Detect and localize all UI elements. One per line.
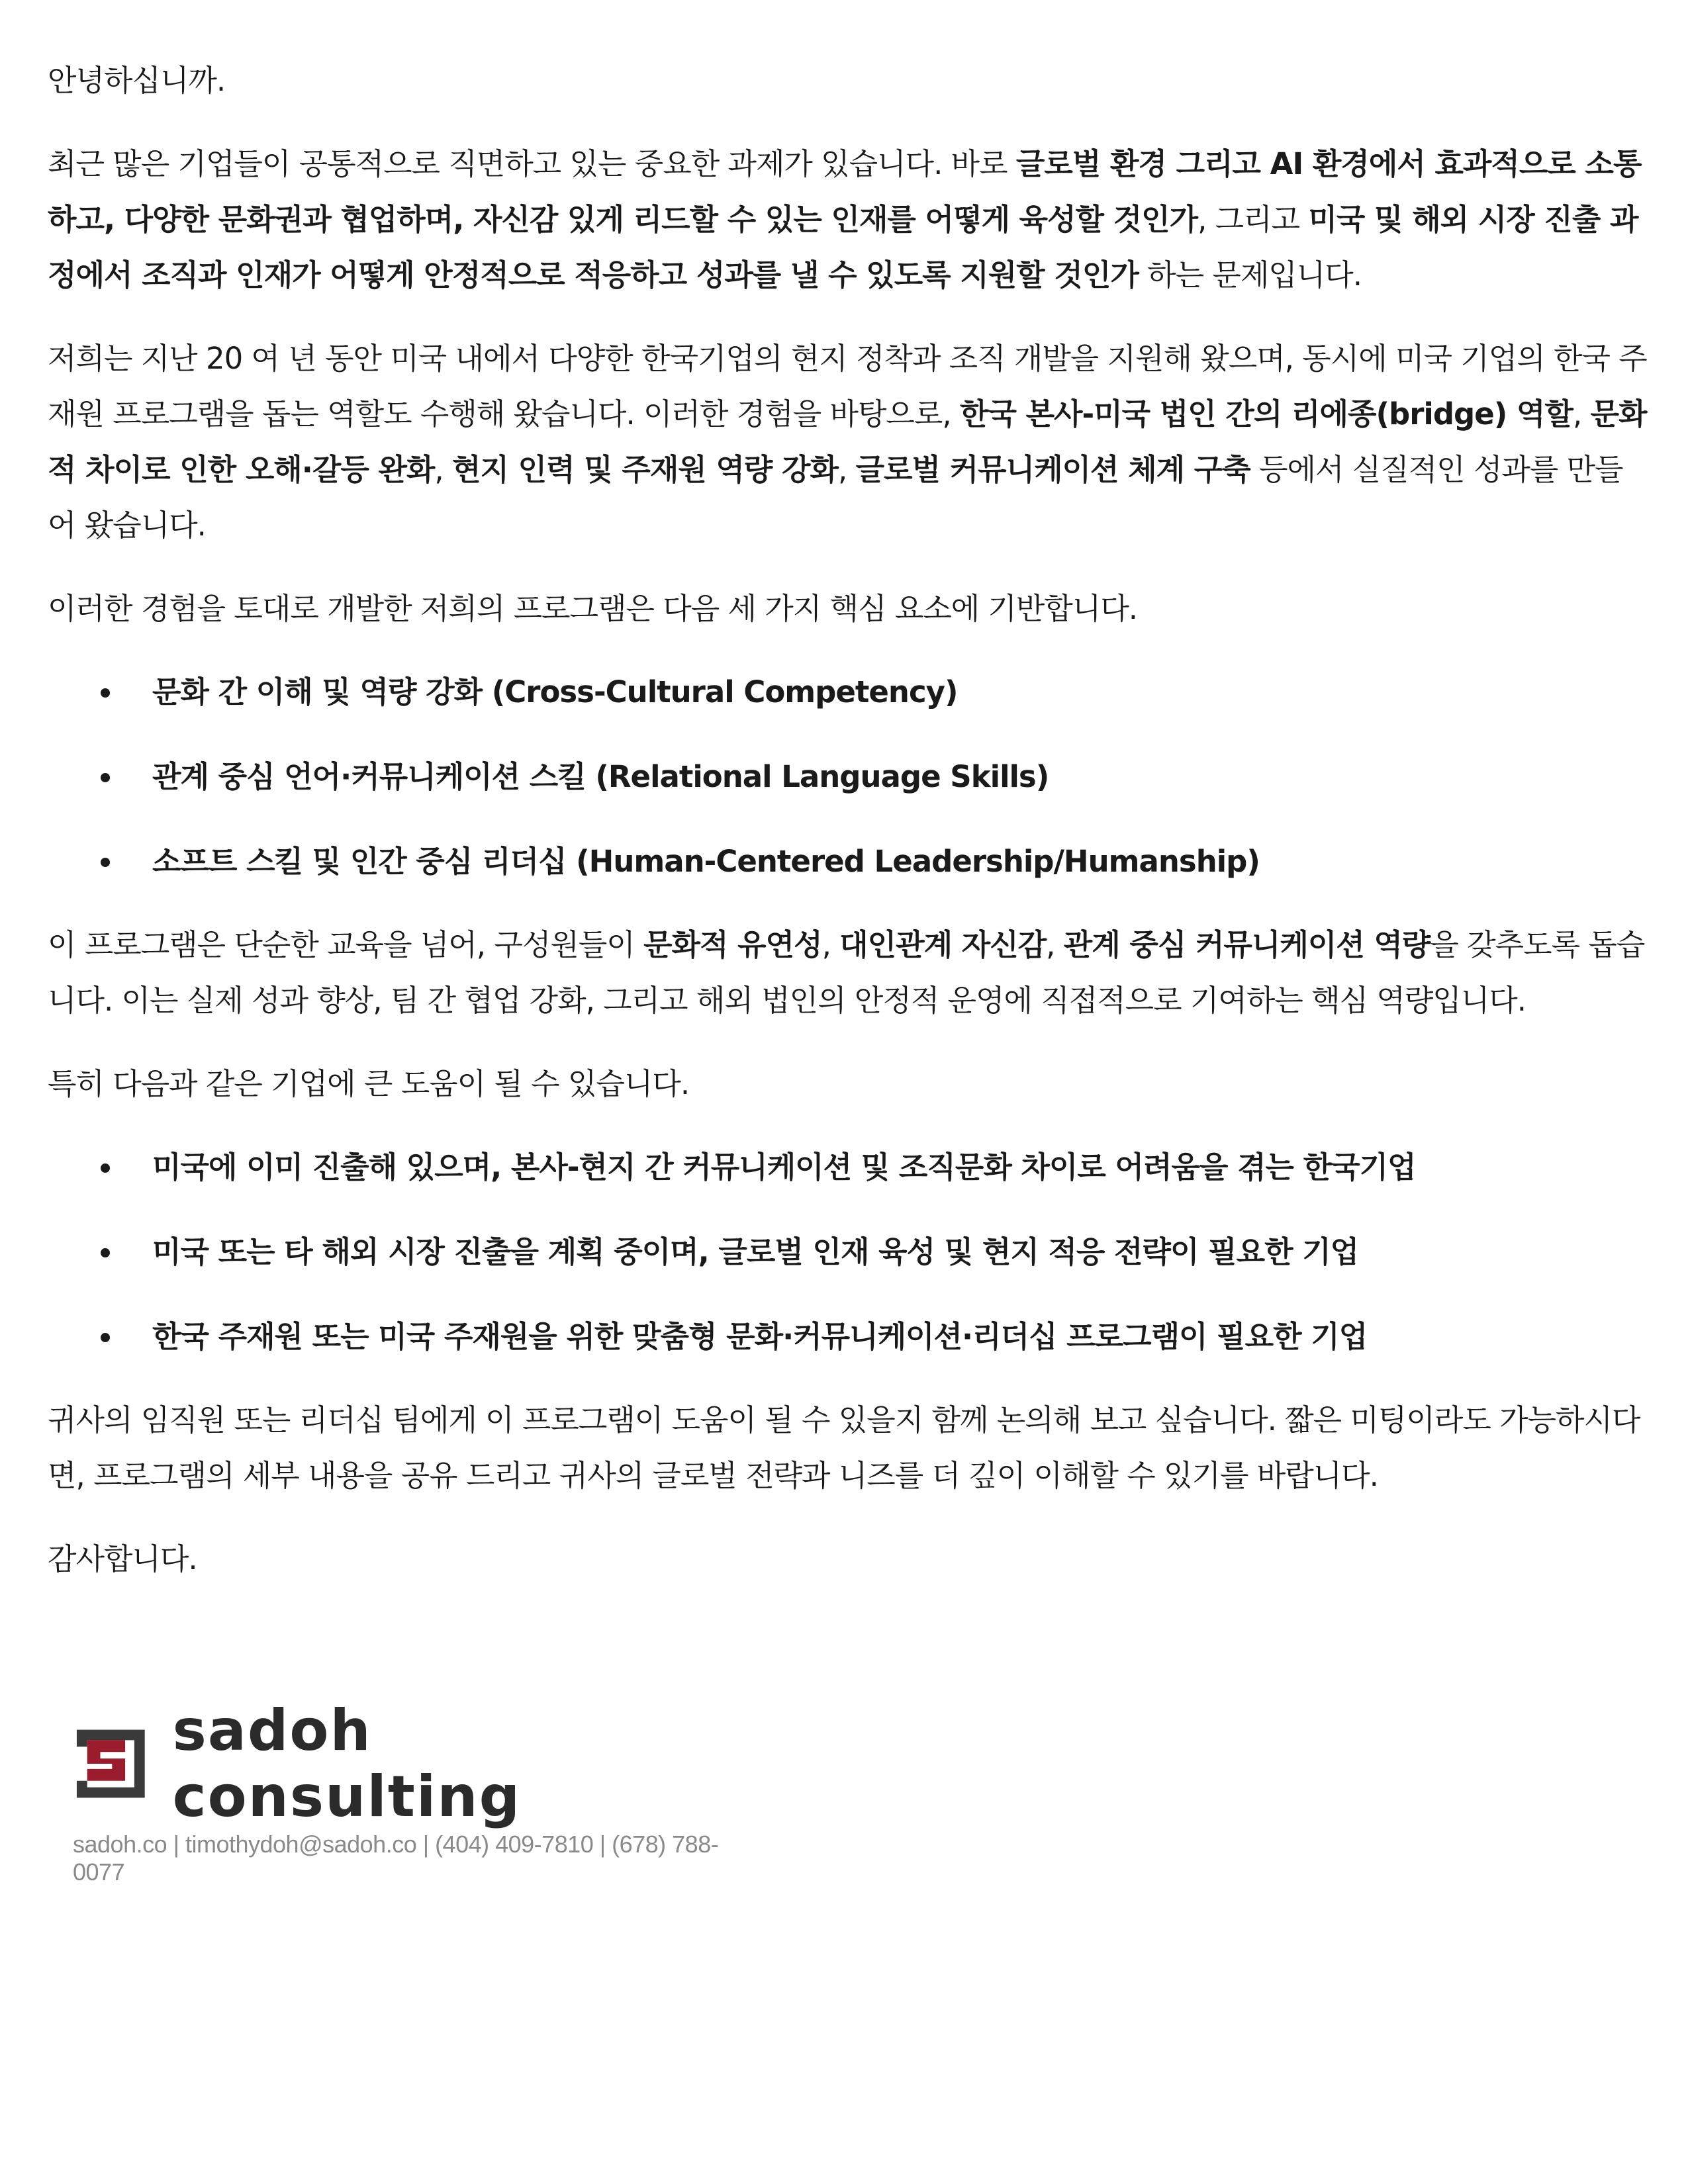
text-span: 등에서 실질적인 성과를 만들어 왔습니다.	[48, 452, 1623, 543]
text-span: 이 프로그램은 단순한 교육을 넘어, 구성원들이	[48, 927, 644, 962]
bold-span: 관계 중심 커뮤니케이션 역량	[1063, 927, 1430, 962]
bullet-dot-icon	[101, 688, 110, 698]
paragraph-experience	[48, 331, 1650, 553]
bold-span: 문화적 유연성	[643, 927, 822, 962]
text-span: ,	[838, 452, 856, 487]
text-span: ,	[1572, 396, 1591, 432]
bold-span: 글로벌 커뮤니케이션 체계 구축	[855, 452, 1250, 487]
list-item-text: 미국에 이미 진출해 있으며, 본사-현지 간 커뮤니케이션 및 조직문화 차이로 어려움을 겪는 한국기업	[152, 1150, 1416, 1185]
core-elements-list	[48, 664, 1650, 889]
company-name: sadoh consulting	[172, 1698, 522, 1830]
bold-span: 한국 본사-미국 법인 간의 리에종(bridge) 역할	[959, 396, 1573, 432]
bullet-dot-icon	[101, 858, 110, 867]
list-item	[48, 1309, 1650, 1365]
bullet-dot-icon	[101, 773, 110, 782]
text-span: 최근 많은 기업들이 공통적으로 직면하고 있는 중요한 과제가 있습니다. 바로	[48, 146, 1016, 181]
text-span: ,	[434, 452, 453, 487]
list-item-text: 한국 주재원 또는 미국 주재원을 위한 맞춤형 문화·커뮤니케이션·리더십 프로그램이 필요한 기업	[152, 1319, 1368, 1354]
text-span: ,	[1046, 927, 1064, 962]
bold-span: 현지 인력 및 주재원 역량 강화	[452, 452, 838, 487]
bold-span: 대인관계 자신감	[839, 927, 1047, 962]
bullet-dot-icon	[101, 1248, 110, 1257]
list-item-text: 미국 또는 타 해외 시장 진출을 계획 중이며, 글로벌 인재 육성 및 현지 적응 전략이 필요한 기업	[152, 1234, 1359, 1269]
list-item	[48, 664, 1650, 720]
bold-span: 문화적 차이로 인한 오해·갈등 완화	[48, 396, 1647, 487]
text-span: 저희는 지난 20 여 년 동안 미국 내에서 다양한 한국기업의 현지 정착과 조직 개발을 지원해 왔으며, 동시에 미국 기업의 한국 주재원 프로그램을 돕는 역할도 수행해 왔습니다. 이러한 경험을 바탕으로,	[48, 341, 1647, 432]
text-span: ,	[821, 927, 840, 962]
bold-span: 미국 및 해외 시장 진출 과정에서 조직과 인재가 어떻게 안정적으로 적응하고 성과를 낼 수 있도록 지원할 것인가	[48, 202, 1638, 293]
list-item	[48, 1224, 1650, 1280]
text-span: , 그리고	[1197, 202, 1309, 237]
contact-line: sadoh.co | timothydoh@sadoh.co | (404) 409-7810 | (678) 788-0077	[73, 1831, 719, 1886]
list-item-text: 문화 간 이해 및 역량 강화 (Cross-Cultural Competency)	[152, 674, 958, 709]
greeting: 안녕하십니까.	[48, 63, 226, 98]
target-companies-list	[48, 1140, 1650, 1365]
list-item	[48, 1140, 1650, 1195]
list-item-text: 관계 중심 언어·커뮤니케이션 스킬 (Relational Language Skills)	[152, 759, 1049, 794]
paragraph-program-benefits	[48, 917, 1650, 1028]
bold-span: 글로벌 환경 그리고 AI 환경에서 효과적으로 소통하고, 다양한 문화권과 협업하며, 자신감 있게 리드할 수 있는 인재를 어떻게 육성할 것인가	[48, 146, 1642, 237]
bullet-dot-icon	[101, 1333, 110, 1342]
bullet-dot-icon	[101, 1163, 110, 1173]
list-item-text: 소프트 스킬 및 인간 중심 리더십 (Human-Centered Leadership/Humanship)	[152, 844, 1260, 879]
closing: 감사합니다.	[48, 1541, 197, 1576]
text-span: 하는 문제입니다.	[1138, 257, 1362, 293]
email-signature	[73, 1698, 735, 1886]
paragraph-target-intro: 특히 다음과 같은 기업에 큰 도움이 될 수 있습니다.	[48, 1066, 690, 1101]
paragraph-program-intro: 이러한 경험을 토대로 개발한 저희의 프로그램은 다음 세 가지 핵심 요소에 기반합니다.	[48, 591, 1138, 626]
sadoh-logo-icon	[73, 1725, 149, 1802]
paragraph-meeting-request: 귀사의 임직원 또는 리더십 팀에게 이 프로그램이 도움이 될 수 있을지 함께 논의해 보고 싶습니다. 짧은 미팅이라도 가능하시다면, 프로그램의 세부 내용을 공유 드리고 귀사의 글로벌 전략과 니즈를 더 깊이 이해할 수 있기를 바랍니다.	[48, 1402, 1640, 1493]
text-span: 을 갖추도록 돕습니다. 이는 실제 성과 향상, 팀 간 협업 강화, 그리고 해외 법인의 안정적 운영에 직접적으로 기여하는 핵심 역량입니다.	[48, 927, 1645, 1018]
paragraph-challenge	[48, 136, 1650, 303]
list-item	[48, 834, 1650, 889]
company-logo	[73, 1698, 735, 1830]
letter-body	[48, 53, 1650, 1615]
list-item	[48, 749, 1650, 805]
